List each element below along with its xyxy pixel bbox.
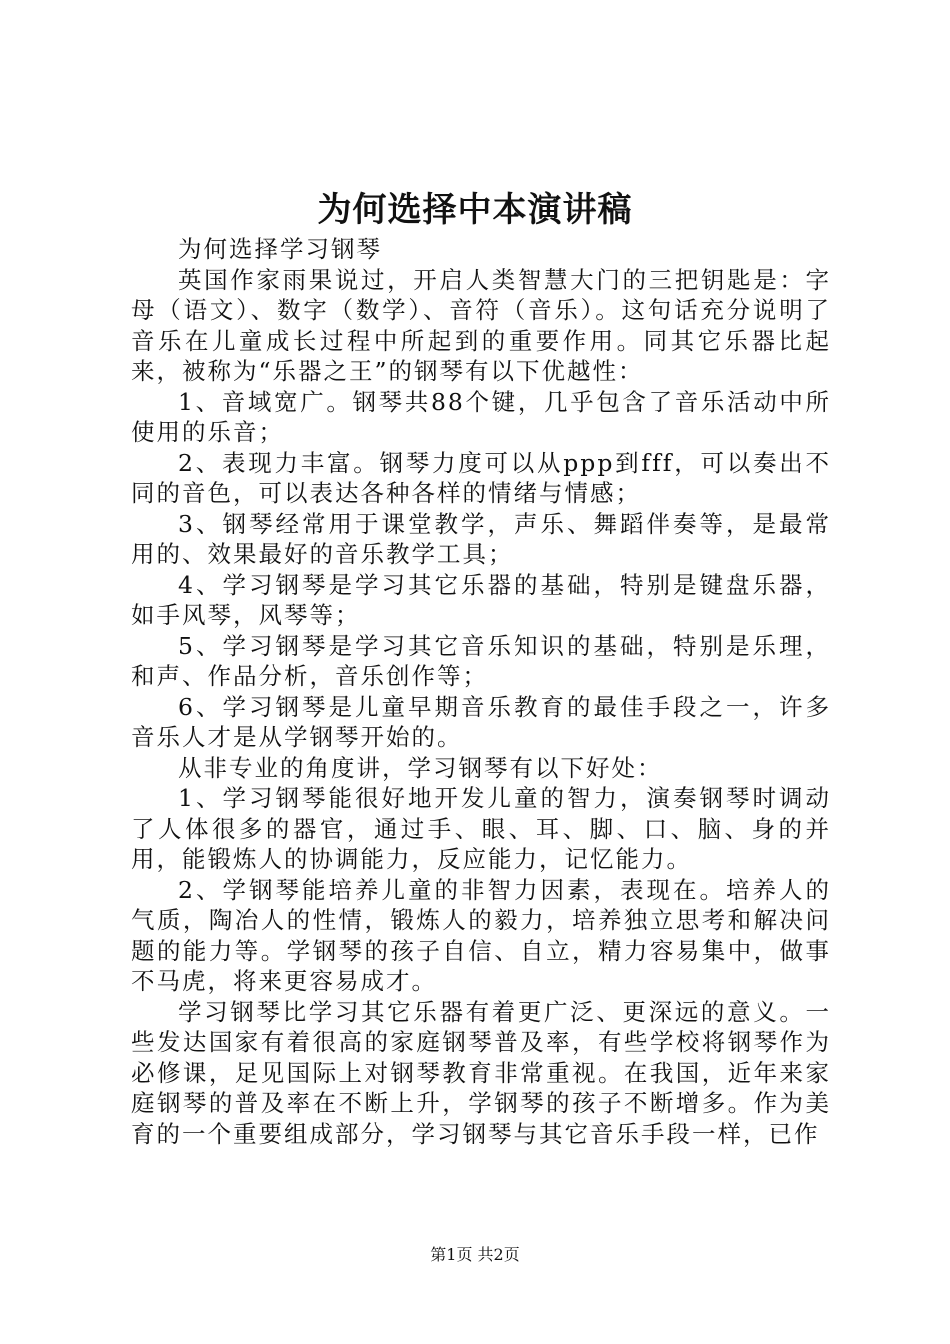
document-body bbox=[131, 234, 831, 1149]
paragraph-benefit-1: 1、学习钢琴能很好地开发儿童的智力，演奏钢琴时调动了人体很多的器官，通过手、眼、耳、脚、口、脑、身的并用，能锻炼人的协调能力，反应能力，记忆能力。 bbox=[131, 784, 831, 873]
paragraph-benefits-heading: 从非专业的角度讲，学习钢琴有以下好处： bbox=[178, 753, 663, 782]
paragraph-point-2: 2、表现力丰富。钢琴力度可以从ppp到fff，可以奏出不同的音色，可以表达各种各样的情绪与情感； bbox=[131, 448, 831, 507]
page-number-footer: 第1页 共2页 bbox=[430, 1245, 520, 1264]
paragraph-benefit-2: 2、学钢琴能培养儿童的非智力因素，表现在。培养人的气质，陶冶人的性情，锻炼人的毅力，培养独立思考和解决问题的能力等。学钢琴的孩子自信、自立，精力容易集中，做事不马虎，将来更容易成才。 bbox=[131, 875, 831, 995]
document-title: 为何选择中本演讲稿 bbox=[317, 190, 633, 230]
paragraph-intro: 英国作家雨果说过，开启人类智慧大门的三把钥匙是：字母（语文）、数字（数学）、音符（音乐）。这句话充分说明了音乐在儿童成长过程中所起到的重要作用。同其它乐器比起来，被称为“乐器之王”的钢琴有以下优越性： bbox=[131, 265, 831, 385]
paragraph-point-3: 3、钢琴经常用于课堂教学，声乐、舞蹈伴奏等，是最常用的、效果最好的音乐教学工具； bbox=[131, 509, 831, 568]
paragraph-subtitle: 为何选择学习钢琴 bbox=[178, 235, 382, 263]
paragraph-point-4: 4、学习钢琴是学习其它乐器的基础，特别是键盘乐器，如手风琴，风琴等； bbox=[131, 570, 831, 629]
paragraph-point-5: 5、学习钢琴是学习其它音乐知识的基础，特别是乐理，和声、作品分析，音乐创作等； bbox=[131, 631, 831, 690]
paragraph-significance: 学习钢琴比学习其它乐器有着更广泛、更深远的意义。一些发达国家有着很高的家庭钢琴普及率，有些学校将钢琴作为必修课，足见国际上对钢琴教育非常重视。在我国，近年来家庭钢琴的普及率在不断上升，学钢琴的孩子不断增多。作为美育的一个重要组成部分，学习钢琴与其它音乐手段一样，已作 bbox=[131, 997, 831, 1148]
paragraph-point-1: 1、音域宽广。钢琴共88个键，几乎包含了音乐活动中所使用的乐音； bbox=[131, 387, 831, 446]
paragraph-point-6: 6、学习钢琴是儿童早期音乐教育的最佳手段之一，许多音乐人才是从学钢琴开始的。 bbox=[131, 692, 831, 751]
